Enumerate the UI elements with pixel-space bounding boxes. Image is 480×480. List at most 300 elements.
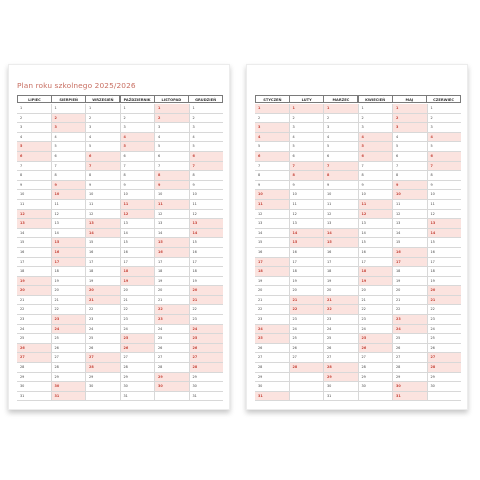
day-cell: 14	[289, 229, 324, 239]
day-cell: 11	[323, 200, 358, 210]
month-header: MARZEC	[323, 95, 358, 103]
day-cell: 15	[323, 238, 358, 248]
day-cell: 5	[289, 142, 324, 152]
day-cell: 19	[427, 277, 462, 287]
day-cell: 19	[289, 277, 324, 287]
day-cell: 25	[120, 334, 155, 344]
day-cell: 27	[289, 353, 324, 363]
day-cell: 19	[358, 277, 393, 287]
day-cell: 29	[17, 373, 51, 383]
day-cell: 8	[17, 171, 51, 181]
day-row	[255, 315, 461, 325]
day-cell: 3	[289, 123, 324, 133]
day-cell: 14	[323, 229, 358, 239]
day-cell: 10	[120, 190, 155, 200]
day-cell: 3	[323, 123, 358, 133]
day-cell: 27	[392, 353, 427, 363]
day-row	[17, 152, 223, 162]
day-cell: 30	[154, 382, 189, 392]
day-cell: 24	[427, 325, 462, 335]
day-cell: 4	[189, 133, 224, 143]
day-cell: 22	[358, 305, 393, 315]
day-cell: 20	[154, 286, 189, 296]
day-cell: 22	[154, 305, 189, 315]
day-cell: 11	[427, 200, 462, 210]
month-header: PAŹDZIERNIK	[120, 95, 155, 103]
day-row	[255, 267, 461, 277]
day-cell: 29	[85, 373, 120, 383]
day-cell: 7	[85, 162, 120, 172]
day-cell: 9	[154, 181, 189, 191]
day-cell: 16	[85, 248, 120, 258]
day-row	[255, 286, 461, 296]
day-cell: 10	[358, 190, 393, 200]
day-row	[255, 238, 461, 248]
day-cell: 1	[17, 104, 51, 114]
day-cell: 30	[51, 382, 86, 392]
day-cell: 18	[255, 267, 289, 277]
day-row	[255, 152, 461, 162]
day-cell: 27	[255, 353, 289, 363]
day-row	[17, 181, 223, 191]
day-cell: 13	[51, 219, 86, 229]
day-cell: 1	[323, 104, 358, 114]
day-cell: 11	[289, 200, 324, 210]
day-cell: 16	[154, 248, 189, 258]
day-cell: 21	[85, 296, 120, 306]
day-cell: 8	[255, 171, 289, 181]
day-cell: 15	[120, 238, 155, 248]
day-cell: 5	[323, 142, 358, 152]
day-cell: 10	[154, 190, 189, 200]
day-cell: 12	[427, 210, 462, 220]
day-cell: 18	[427, 267, 462, 277]
right-page	[246, 64, 468, 410]
day-cell: 15	[255, 238, 289, 248]
day-cell: 6	[323, 152, 358, 162]
day-cell: 16	[358, 248, 393, 258]
day-cell: 11	[120, 200, 155, 210]
day-cell: 9	[189, 181, 224, 191]
day-cell: 8	[289, 171, 324, 181]
day-row	[255, 353, 461, 363]
day-cell: 24	[120, 325, 155, 335]
day-cell: 3	[189, 123, 224, 133]
day-cell: 13	[120, 219, 155, 229]
day-cell: 23	[85, 315, 120, 325]
day-cell: 7	[392, 162, 427, 172]
day-cell: 8	[323, 171, 358, 181]
day-cell: 9	[289, 181, 324, 191]
day-row	[17, 277, 223, 287]
day-cell: 29	[427, 373, 462, 383]
day-row	[17, 229, 223, 239]
day-row	[255, 133, 461, 143]
day-cell: 6	[17, 152, 51, 162]
day-cell: 10	[85, 190, 120, 200]
day-cell: 13	[289, 219, 324, 229]
day-cell: 27	[17, 353, 51, 363]
day-cell: 13	[154, 219, 189, 229]
day-cell: 20	[323, 286, 358, 296]
day-cell: 14	[255, 229, 289, 239]
month-header: GRUDZIEŃ	[188, 95, 223, 103]
day-cell: 30	[85, 382, 120, 392]
day-cell: 15	[189, 238, 224, 248]
day-cell: 24	[189, 325, 224, 335]
day-row	[17, 363, 223, 373]
day-cell: 14	[85, 229, 120, 239]
day-cell: 22	[120, 305, 155, 315]
day-cell: 1	[358, 104, 393, 114]
month-header: LIPIEC	[17, 95, 52, 103]
day-cell: 14	[120, 229, 155, 239]
day-cell: 25	[255, 334, 289, 344]
day-cell: 9	[120, 181, 155, 191]
day-cell: 15	[392, 238, 427, 248]
day-cell: 8	[85, 171, 120, 181]
day-cell: 20	[289, 286, 324, 296]
day-cell: 26	[85, 344, 120, 354]
day-cell: 11	[255, 200, 289, 210]
day-cell: 21	[392, 296, 427, 306]
day-cell: 25	[323, 334, 358, 344]
day-cell: 26	[17, 344, 51, 354]
day-cell: 14	[358, 229, 393, 239]
day-cell: 28	[392, 363, 427, 373]
month-header: WRZESIEŃ	[85, 95, 120, 103]
day-row	[17, 315, 223, 325]
day-cell: 25	[85, 334, 120, 344]
day-cell: 2	[358, 114, 393, 124]
day-cell: 9	[17, 181, 51, 191]
day-cell: 7	[289, 162, 324, 172]
day-row	[17, 142, 223, 152]
day-cell: 12	[120, 210, 155, 220]
day-cell: 11	[154, 200, 189, 210]
day-row	[17, 133, 223, 143]
day-cell: 6	[154, 152, 189, 162]
day-cell: 10	[323, 190, 358, 200]
day-cell: 22	[255, 305, 289, 315]
day-cell: 5	[392, 142, 427, 152]
day-cell: 25	[51, 334, 86, 344]
day-row	[17, 305, 223, 315]
day-row	[255, 181, 461, 191]
day-row	[255, 277, 461, 287]
empty-day-cell	[427, 392, 462, 402]
empty-day-cell	[289, 392, 324, 402]
day-cell: 28	[427, 363, 462, 373]
day-cell: 13	[189, 219, 224, 229]
day-cell: 29	[323, 373, 358, 383]
day-cell: 30	[392, 382, 427, 392]
day-cell: 5	[85, 142, 120, 152]
day-cell: 2	[189, 114, 224, 124]
day-cell: 23	[255, 315, 289, 325]
day-cell: 18	[51, 267, 86, 277]
month-header: LUTY	[289, 95, 324, 103]
day-cell: 15	[427, 238, 462, 248]
day-cell: 8	[154, 171, 189, 181]
day-cell: 15	[154, 238, 189, 248]
day-row	[17, 286, 223, 296]
day-cell: 6	[392, 152, 427, 162]
day-cell: 21	[358, 296, 393, 306]
day-cell: 12	[358, 210, 393, 220]
day-cell: 8	[189, 171, 224, 181]
day-cell: 3	[392, 123, 427, 133]
day-cell: 17	[323, 258, 358, 268]
day-row	[255, 162, 461, 172]
day-cell: 14	[189, 229, 224, 239]
day-cell: 6	[255, 152, 289, 162]
day-cell: 17	[189, 258, 224, 268]
day-cell: 15	[51, 238, 86, 248]
day-cell: 20	[120, 286, 155, 296]
day-cell: 4	[289, 133, 324, 143]
day-cell: 5	[17, 142, 51, 152]
day-cell: 23	[427, 315, 462, 325]
day-cell: 18	[85, 267, 120, 277]
day-cell: 28	[17, 363, 51, 373]
left-page	[8, 64, 230, 410]
day-cell: 2	[154, 114, 189, 124]
day-cell: 21	[120, 296, 155, 306]
day-cell: 6	[427, 152, 462, 162]
day-cell: 19	[189, 277, 224, 287]
day-cell: 16	[392, 248, 427, 258]
day-cell: 8	[358, 171, 393, 181]
month-header: CZERWIEC	[426, 95, 461, 103]
day-cell: 23	[289, 315, 324, 325]
day-cell: 3	[154, 123, 189, 133]
day-cell: 1	[289, 104, 324, 114]
day-cell: 10	[17, 190, 51, 200]
calendar-grid-left	[17, 95, 223, 401]
month-header-row	[255, 95, 461, 103]
day-cell: 27	[189, 353, 224, 363]
day-cell: 4	[392, 133, 427, 143]
day-cell: 26	[51, 344, 86, 354]
day-row	[17, 258, 223, 268]
day-cell: 29	[358, 373, 393, 383]
day-cell: 7	[51, 162, 86, 172]
day-cell: 3	[120, 123, 155, 133]
day-cell: 26	[189, 344, 224, 354]
day-cell: 18	[323, 267, 358, 277]
day-cell: 19	[17, 277, 51, 287]
day-cell: 20	[17, 286, 51, 296]
day-row	[17, 382, 223, 392]
day-cell: 26	[154, 344, 189, 354]
day-cell: 12	[323, 210, 358, 220]
day-cell: 12	[255, 210, 289, 220]
month-header: STYCZEŃ	[255, 95, 290, 103]
day-cell: 28	[120, 363, 155, 373]
day-cell: 22	[427, 305, 462, 315]
day-row	[255, 363, 461, 373]
day-cell: 24	[323, 325, 358, 335]
day-cell: 30	[189, 382, 224, 392]
day-row	[17, 210, 223, 220]
day-row	[255, 210, 461, 220]
day-cell: 7	[323, 162, 358, 172]
day-row	[255, 344, 461, 354]
day-cell: 17	[255, 258, 289, 268]
day-cell: 25	[189, 334, 224, 344]
month-header: MAJ	[392, 95, 427, 103]
day-row	[17, 325, 223, 335]
day-cell: 20	[358, 286, 393, 296]
day-cell: 24	[358, 325, 393, 335]
month-header: SIERPIEŃ	[51, 95, 86, 103]
page-title: Plan roku szkolnego 2025/2026	[17, 81, 136, 90]
day-cell: 12	[392, 210, 427, 220]
day-cell: 21	[51, 296, 86, 306]
day-cell: 21	[154, 296, 189, 306]
day-cell: 26	[323, 344, 358, 354]
day-cell: 13	[323, 219, 358, 229]
day-cell: 30	[427, 382, 462, 392]
day-cell: 13	[255, 219, 289, 229]
day-cell: 9	[392, 181, 427, 191]
day-cell: 4	[120, 133, 155, 143]
day-cell: 2	[392, 114, 427, 124]
day-cell: 20	[51, 286, 86, 296]
day-cell: 27	[51, 353, 86, 363]
day-row	[17, 353, 223, 363]
day-cell: 31	[120, 392, 155, 402]
day-cell: 22	[189, 305, 224, 315]
day-cell: 8	[427, 171, 462, 181]
day-cell: 21	[289, 296, 324, 306]
day-cell: 1	[392, 104, 427, 114]
day-cell: 31	[323, 392, 358, 402]
day-cell: 14	[392, 229, 427, 239]
day-cell: 27	[358, 353, 393, 363]
day-cell: 12	[289, 210, 324, 220]
day-cell: 31	[392, 392, 427, 402]
day-row	[255, 325, 461, 335]
day-cell: 9	[255, 181, 289, 191]
day-row	[255, 219, 461, 229]
day-cell: 2	[323, 114, 358, 124]
day-cell: 18	[358, 267, 393, 277]
day-cell: 21	[17, 296, 51, 306]
month-header-row	[17, 95, 223, 103]
day-row	[255, 392, 461, 402]
day-cell: 1	[120, 104, 155, 114]
day-cell: 4	[358, 133, 393, 143]
day-cell: 22	[51, 305, 86, 315]
day-row	[17, 219, 223, 229]
day-cell: 18	[189, 267, 224, 277]
day-row	[255, 373, 461, 383]
day-cell: 4	[51, 133, 86, 143]
day-cell: 11	[17, 200, 51, 210]
day-cell: 4	[255, 133, 289, 143]
day-cell: 4	[17, 133, 51, 143]
day-cell: 30	[17, 382, 51, 392]
day-cell: 28	[154, 363, 189, 373]
day-cell: 24	[51, 325, 86, 335]
day-cell: 21	[255, 296, 289, 306]
day-row	[17, 373, 223, 383]
day-cell: 3	[17, 123, 51, 133]
day-cell: 31	[51, 392, 86, 402]
day-row	[17, 190, 223, 200]
day-cell: 29	[154, 373, 189, 383]
day-cell: 5	[189, 142, 224, 152]
day-cell: 3	[427, 123, 462, 133]
day-cell: 5	[427, 142, 462, 152]
day-cell: 28	[51, 363, 86, 373]
day-cell: 7	[427, 162, 462, 172]
month-header: KWIECIEŃ	[358, 95, 393, 103]
day-cell: 21	[189, 296, 224, 306]
day-cell: 5	[255, 142, 289, 152]
day-row	[255, 248, 461, 258]
day-row	[255, 104, 461, 114]
day-cell: 4	[154, 133, 189, 143]
day-cell: 20	[85, 286, 120, 296]
day-cell: 12	[85, 210, 120, 220]
day-cell: 14	[17, 229, 51, 239]
day-cell: 11	[85, 200, 120, 210]
day-cell: 10	[289, 190, 324, 200]
day-cell: 18	[154, 267, 189, 277]
day-cell: 27	[154, 353, 189, 363]
day-cell: 13	[427, 219, 462, 229]
day-row	[17, 123, 223, 133]
day-cell: 4	[85, 133, 120, 143]
day-cell: 8	[392, 171, 427, 181]
day-cell: 7	[120, 162, 155, 172]
day-cell: 19	[154, 277, 189, 287]
day-cell: 2	[427, 114, 462, 124]
day-cell: 17	[427, 258, 462, 268]
day-cell: 22	[392, 305, 427, 315]
day-cell: 31	[17, 392, 51, 402]
day-cell: 29	[189, 373, 224, 383]
day-cell: 26	[255, 344, 289, 354]
day-cell: 1	[51, 104, 86, 114]
day-cell: 28	[189, 363, 224, 373]
day-cell: 26	[427, 344, 462, 354]
day-cell: 25	[427, 334, 462, 344]
day-cell: 10	[255, 190, 289, 200]
day-cell: 17	[85, 258, 120, 268]
day-cell: 21	[427, 296, 462, 306]
day-cell: 15	[17, 238, 51, 248]
empty-day-cell	[85, 392, 120, 402]
day-cell: 25	[289, 334, 324, 344]
day-cell: 18	[392, 267, 427, 277]
day-cell: 18	[17, 267, 51, 277]
day-row	[17, 296, 223, 306]
day-cell: 21	[323, 296, 358, 306]
day-cell: 2	[51, 114, 86, 124]
day-cell: 1	[154, 104, 189, 114]
day-cell: 25	[392, 334, 427, 344]
day-cell: 17	[392, 258, 427, 268]
day-cell: 9	[85, 181, 120, 191]
day-cell: 14	[154, 229, 189, 239]
day-row	[255, 305, 461, 315]
day-cell: 27	[427, 353, 462, 363]
day-cell: 24	[289, 325, 324, 335]
